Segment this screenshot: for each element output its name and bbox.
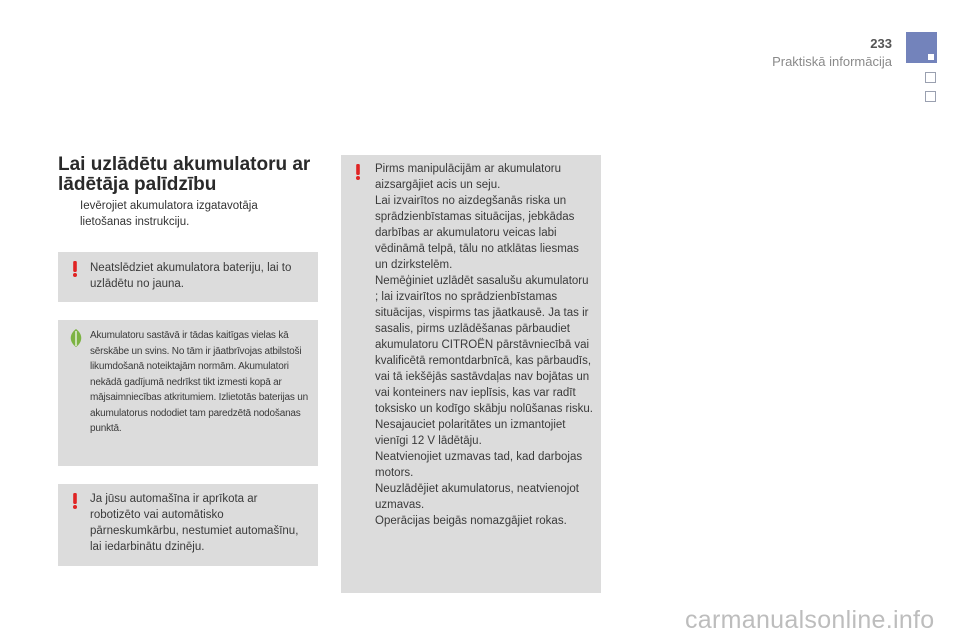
- warning-note-safety: [341, 155, 601, 593]
- watermark: carmanualsonline.info: [685, 606, 935, 634]
- warning-note-battery: [58, 252, 318, 302]
- section-tab[interactable]: [925, 72, 936, 83]
- warning-icon: [66, 260, 84, 283]
- note-text: Neatslēdziet akumulatora bateriju, lai to uzlādētu no jauna.: [90, 262, 292, 290]
- note-text: Pirms manipulācijām ar akumulatoru aizsargājiet acis un seju. Lai izvairītos no aizdegšanās riska un sprādzienbīstamas situācijas, jebkādas darbības ar akumulatoru veicas labi vēdināmā telpā, tālu no atklātas liesmas un dzirkstelēm. Nemēģiniet uzlādēt sasalušu akumulatoru ; lai izvairītos no sprādzienbīstamas situācijas, vispirms tas jāatkausē. Ja tas ir sasalis, pirms uzlādēšanas pārbaudiet akumulatoru CITROËN pārstāvniecībā vai kvalificētā remontdarbnīcā, kas pārbaudīs, vai tā iekšējās sastāvdaļas nav bojātas un vai konteiners nav ieplīsis, kas var radīt toksisko un kodīgo skābju nolūšanas risku. Nesajauciet polaritātes un izmantojiet vienīgi 12 V lādētāju. Neatvienojiet uzmavas tad, kad darbojas motors. Neuzlādējiet akumulatorus, neatvienojot uzmavas. Operācijas beigās nomazgājiet rokas.: [375, 163, 593, 527]
- eco-leaf-icon: [66, 328, 86, 354]
- eco-note-disposal: [58, 320, 318, 466]
- section-title: Praktiskā informācija: [772, 54, 892, 69]
- section-tab-active[interactable]: [906, 32, 937, 63]
- note-text: Akumulatoru sastāvā ir tādas kaitīgas vielas kā sērskābe un svins. No tām ir jāatbrīvojas atbilstoši likumdošanā noteiktajām normām. Akumulatori nekādā gadījumā nedrīkst tikt izmesti kopā ar mājsaimniecības atkritumiem. Izlietotās baterijas un akumulatorus nododiet tam paredzētā nodošanas punktā.: [90, 330, 309, 434]
- instruction-item: [62, 198, 312, 230]
- note-text: Ja jūsu automašīna ir aprīkota ar robotizēto vai automātisko pārneskumkārbu, nestumiet automašīnu, lai iedarbinātu dzinēju.: [90, 493, 299, 553]
- warning-icon: [66, 492, 84, 515]
- page-number: 233: [870, 36, 892, 51]
- warning-icon: [349, 163, 367, 186]
- page-heading: Lai uzlādētu akumulatoru ar lādētāja palīdzību: [58, 154, 311, 195]
- instruction-text: Ievērojiet akumulatora izgatavotāja lietošanas instrukciju.: [80, 200, 258, 228]
- section-tab[interactable]: [925, 91, 936, 102]
- warning-note-gearbox: [58, 484, 318, 566]
